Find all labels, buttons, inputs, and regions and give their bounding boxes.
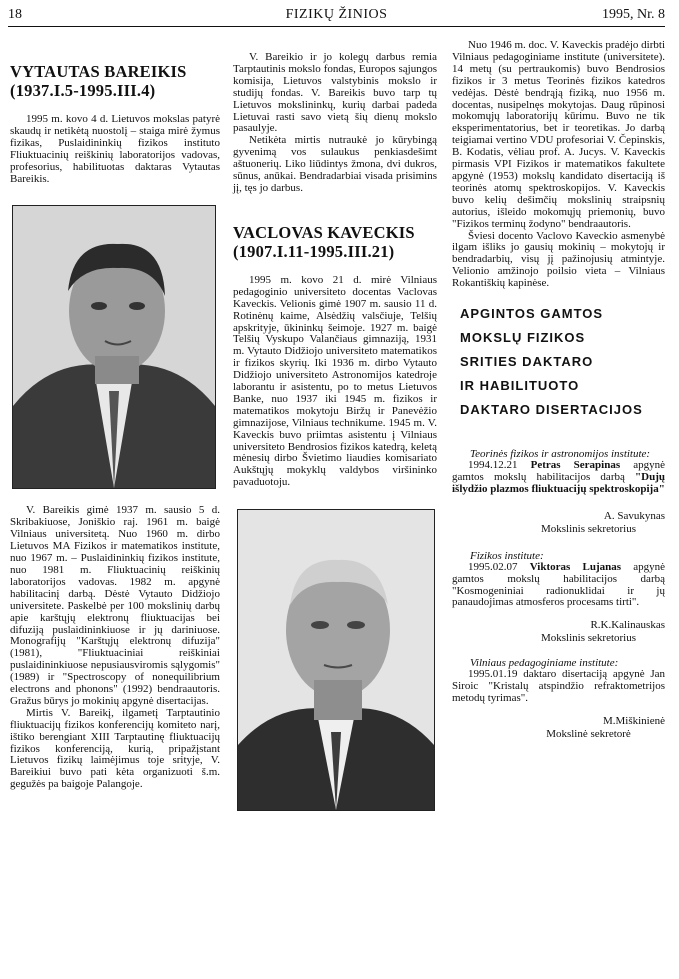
signature-1-name: A. Savukynas bbox=[603, 509, 665, 522]
kaveckis-portrait-image bbox=[238, 510, 434, 810]
entry-1-text: apgynė gamtos mokslų habilitacijos darbą bbox=[452, 459, 666, 483]
issue-number: 1995, Nr. 8 bbox=[602, 7, 665, 22]
dissertations-title-line-3: SRITIES DAKTARO bbox=[460, 354, 594, 370]
institute-2: Fizikos institute: bbox=[470, 549, 544, 562]
dissertations-title-line-2: MOKSLŲ FIZIKOS bbox=[460, 330, 586, 346]
dissertations-title-line-1: APGINTOS GAMTOS bbox=[460, 306, 604, 322]
dissertations-title bbox=[452, 302, 665, 422]
dissertation-entry-1 bbox=[452, 460, 665, 496]
entry-3-text: daktaro disertaciją apgynė Jan Siroic "Kristalų atspindžio refraktometrijos metodų tyrimas". bbox=[452, 668, 666, 705]
bareikis-bio-1: V. Bareikis gimė 1937 m. sausio 5 d. Skribakiuose, Joniškio raj. 1961 m. baigė Vilniaus universitetą. Nuo 1960 m. dirbo Lietuvos MA Fizikos ir matematikos institute, nuo 1967 m. – Puslaidininkių fizikos institute, nuo 1981 m. Fliuktuacinių reiškinių laboratorijos vadovas. 1982 m. apgynė habilitacinį darbą. Dėstė Vytauto Didžiojo universitete. Paskelbė per 100 mokslinių darbų apie karštųjų elektronų fliuktuacijas bei difuziją puslaidininkiuose ir jų dariniuose. Monografijų "Karštųjų elektronų difuzija" (1981), "Fliuktuaciniai reiškiniai puslaidininkiuose nepusiausviromis sąlygomis" (1989) ir "Spectroscopy of nonequilibrium electrons and phonons" (1992) bendraautoris. Gražus būrys jo mokinių apgynė disertacijas. bbox=[10, 504, 220, 707]
column-3 bbox=[452, 40, 665, 741]
institute-1: Teorinės fizikos ir astronomijos institute: bbox=[470, 448, 651, 461]
bareikis-bio-2: Mirtis V. Bareikį, ilgametį Tarptautinio fliuktuacijų fizikos konferencijų komiteto narį, ištiko berengiant XIII Tarptautinę fliuktuacijų fizikos konferenciją, kurią, pripažįstant Lietuvos fizikų laimėjimus toje srityje, V. Bareikiui buvo pati kėta organizuoti š.m. gegužės pa baigoje Palangoje. bbox=[10, 706, 220, 791]
kaveckis-text-2: Nuo 1946 m. doc. V. Kaveckis pradėjo dirbti Vilniaus pedagoginiame institute (universitete). 14 metų (su pertraukomis) buvo Bendrosios fizikos ir 3 metus Teorinės fizikos katedros vedėjas. Dėstė bendrąją fiziką, nuo 1956 m. docentas, nusipelnęs mokytojas. Daug rūpinosi mokomųjų laboratorijų kūrimu. Buvo ne tik eksperimentatorius, bet ir teoretikas. Jo darbą teigiamai vertino VDU profesoriai V. Čepinskis, B. Kodatis, vėliau prof. A. Jucys. V. Kaveckis pirmasis VPI Fizikos ir matematikos fakultete apgynė (1953) mokslų kandidato disertaciją iš teorinės atomų spektroskopijos. V. Kaveckis buvo kelių dešimčių mokslinių straipsnių autorius, išleido mokomųjų priemonių, buvo "Fizikos terminų žodyno" bendraautoris. bbox=[452, 39, 665, 230]
dissertations-title-line-5: DAKTARO DISERTACIJOS bbox=[460, 402, 643, 418]
column-1 bbox=[10, 36, 220, 791]
bareikis-bio-3: V. Bareikio ir jo kolegų darbus remia Tarptautinis mokslo fondas, Europos sąjungos komisija, Lietuvos valstybinis mokslo ir studijų fondas. V. Bareikis buvo tarp tų Lietuvos mokslininkų, kurių darbai padeda Lietuvai rasti savo vietą šių dienų mokslo pasaulyje. bbox=[233, 51, 437, 135]
bareikis-portrait bbox=[12, 205, 216, 489]
entry-1-date: 1994.12.21 bbox=[468, 459, 518, 472]
journal-title: FIZIKŲ ŽINIOS bbox=[285, 7, 388, 22]
bareikis-dates: (1937.I.5-1995.III.4) bbox=[10, 81, 156, 100]
dissertation-entry-2 bbox=[452, 562, 665, 610]
kaveckis-dates: (1907.I.11-1995.III.21) bbox=[233, 241, 395, 261]
column-2 bbox=[233, 52, 437, 811]
signature-2-role: Mokslinis sekretorius bbox=[540, 632, 637, 645]
dissertations-title-line-4: IR HABILITUOTO bbox=[460, 378, 580, 394]
kaveckis-text-1: 1995 m. kovo 21 d. mirė Vilniaus pedagoginio universiteto docentas Vaclovas Kaveckis. Velionis gimė 1907 m. sausio 11 d. Rotinėnų kaime, Alsėdžių valsčiuje, Telšių apskrityje, ūkininkų šeimoje. 1927 m. baigė Telšių Vyskupo Valančiaus gimnaziją, 1931 m. Vytauto Didžiojo universiteto matematikos ir fizikos skyrių. Iki 1936 m. dirbo Vytauto Didžiojo universiteto Astronomijos katedroje laborantu ir asistentu, po to metus Lietuvos Banke, nuo 1937 iki 1945 m. fizikos ir matematikos mokytoju Biržų ir Panevėžio gimnazijose, Vilniaus technikume. 1945 m. V. Kaveckis buvo priimtas asistentu į Vilniaus universiteto Bendrosios fizikos katedrą, keletą mėnesių dirbo Švietimo liaudies komisariato Aukštųjų mokyklų valdybos viršininko pavaduotoju. bbox=[233, 273, 437, 489]
institute-3: Vilniaus pedagoginiame institute: bbox=[470, 657, 619, 670]
kaveckis-title: VACLOVAS KAVECKIS bbox=[233, 222, 415, 242]
entry-3-date: 1995.01.19 bbox=[468, 668, 518, 681]
signature-3-role: Mokslinė sekretorė bbox=[546, 728, 631, 741]
bareikis-portrait-image bbox=[13, 206, 215, 488]
kaveckis-text-3: Šviesi docento Vaclovo Kaveckio asmenybė ilgam išliks jo gausių mokinių – mokytojų ir bendradarbių, visų jį pažinojusių atmintyje. Velionio amžinojo poilsio vieta – Vilniaus Rokantiškių kapinėse. bbox=[452, 229, 665, 290]
page-header bbox=[8, 4, 665, 27]
kaveckis-portrait bbox=[237, 509, 435, 811]
bareikis-title: VYTAUTAS BAREIKIS bbox=[10, 62, 187, 81]
page-number: 18 bbox=[8, 7, 22, 22]
signature-1-role: Mokslinis sekretorius bbox=[540, 522, 637, 535]
entry-2-name: Viktoras Lujanas bbox=[529, 560, 622, 573]
bareikis-intro: 1995 m. kovo 4 d. Lietuvos mokslas patyrė skaudų ir netikėtą nuostolį – staiga mirė žymus fizikas, Puslaidininkių fizikos instituto Fliuktuacinių reiškinių laboratorijos vadovas, profesorius, habilituotas daktaras Vytautas Bareikis. bbox=[10, 113, 220, 185]
signature-3-name: M.Miškinienė bbox=[602, 715, 665, 728]
signature-2-name: R.K.Kalinauskas bbox=[590, 619, 665, 632]
bareikis-bio-4: Netikėta mirtis nutraukė jo kūrybingą gyvenimą vos sulaukus penkiasdešimt aštuonerių. Liko liūdintys žmona, dvi dukros, sūnus, anūkai. Bendradarbiai visada prisimins jį, tęs jo darbus. bbox=[233, 134, 437, 194]
dissertation-entry-3 bbox=[452, 669, 665, 705]
entry-2-date: 1995.02.07 bbox=[468, 560, 518, 573]
entry-2-text: apgynė gamtos mokslų habilitacijos darbą "Kosmogeniniai radionuklidai ir jų panaudojimas atmosferos procesams tirti". bbox=[452, 560, 666, 609]
entry-1-name: Petras Serapinas bbox=[530, 459, 621, 472]
entry-1-topic: "Dujų išlydžio plazmos fliuktuacijų spektroskopija" bbox=[452, 470, 665, 495]
